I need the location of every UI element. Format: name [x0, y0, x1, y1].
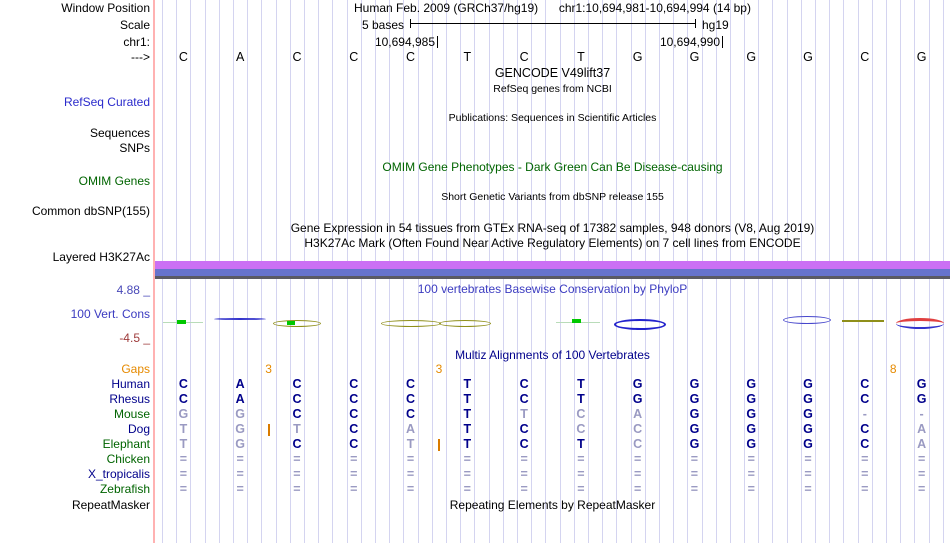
reference-base: G: [689, 50, 700, 64]
track-label-dog[interactable]: Dog: [127, 422, 150, 436]
reference-base: T: [577, 50, 585, 64]
track-label-chicken[interactable]: Chicken: [106, 452, 150, 466]
alignment-base-chicken: =: [350, 452, 358, 466]
track-label-layered-h3k27ac[interactable]: Layered H3K27Ac: [52, 250, 150, 264]
alignment-base-human: G: [632, 377, 643, 391]
track-label-snps[interactable]: SNPs: [119, 141, 150, 155]
reference-base: C: [178, 50, 188, 64]
alignment-base-dog: C: [519, 422, 529, 436]
track-title-omim[interactable]: OMIM Gene Phenotypes - Dark Green Can Be Disease-causing: [382, 160, 723, 174]
phylop-mark-green-dash: [177, 320, 186, 324]
alignment-base-dog: C: [576, 422, 586, 436]
reference-base: G: [746, 50, 757, 64]
coordinate-right: 10,694,990: [659, 35, 720, 49]
alignment-base-mouse: G: [803, 407, 813, 421]
alignment-base-x-tropicalis: =: [747, 467, 755, 481]
alignment-base-dog: T: [463, 422, 472, 436]
alignment-base-dog: G: [235, 422, 246, 436]
alignment-base-x-tropicalis: =: [804, 467, 812, 481]
alignment-base-rhesus: G: [746, 392, 757, 406]
alignment-base-elephant: A: [917, 437, 927, 451]
alignment-base-elephant: C: [519, 437, 529, 451]
coord-tick-left: [437, 36, 438, 48]
alignment-base-elephant: G: [803, 437, 813, 451]
alignment-base-zebrafish: =: [293, 482, 301, 496]
alignment-base-chicken: =: [861, 452, 869, 466]
alignment-base-human: C: [519, 377, 529, 391]
track-label-mouse[interactable]: Mouse: [113, 407, 150, 421]
alignment-base-rhesus: G: [632, 392, 643, 406]
h3k27ac-layered-bar[interactable]: [155, 261, 950, 279]
track-label-x-tropicalis[interactable]: X_tropicalis: [87, 467, 150, 481]
reference-base: C: [349, 50, 359, 64]
alignment-base-rhesus: C: [178, 392, 188, 406]
alignment-base-x-tropicalis: =: [179, 467, 188, 481]
alignment-base-chicken: =: [917, 452, 926, 466]
alignment-base-rhesus: C: [292, 392, 302, 406]
alignment-base-zebrafish: =: [577, 482, 585, 496]
reference-base: T: [463, 50, 472, 64]
scale-bases-label: 5 bases: [361, 18, 404, 32]
insertion-mark: [438, 439, 440, 451]
alignment-base-human: C: [406, 377, 416, 391]
alignment-base-rhesus: G: [916, 392, 927, 406]
alignment-base-mouse: T: [520, 407, 528, 421]
track-label-scale[interactable]: Scale: [119, 18, 150, 32]
alignment-base-dog: C: [349, 422, 359, 436]
track-label-100-vert-cons[interactable]: 100 Vert. Cons: [70, 307, 150, 321]
alignment-base-dog: A: [406, 422, 416, 436]
alignment-base-human: G: [689, 377, 700, 391]
alignment-base-chicken: =: [747, 452, 755, 466]
alignment-base-mouse: C: [349, 407, 359, 421]
alignment-base-elephant: G: [235, 437, 246, 451]
alignment-base-rhesus: A: [235, 392, 245, 406]
header-row: [155, 2, 950, 15]
track-label-common-dbsnp-155[interactable]: Common dbSNP(155): [31, 204, 150, 218]
alignment-base-mouse: G: [178, 407, 189, 421]
insertion-mark: [268, 424, 270, 436]
gap-count: 8: [889, 362, 897, 376]
h3k27ac-stripe: [155, 269, 950, 276]
alignment-base-elephant: T: [577, 437, 585, 451]
alignment-base-rhesus: C: [860, 392, 870, 406]
phylop-mark-olive-lens: [439, 320, 491, 327]
phylop-mark-olive-lens: [381, 320, 441, 327]
track-title-refseq[interactable]: RefSeq genes from NCBI: [493, 83, 612, 95]
alignment-base-chicken: =: [463, 452, 471, 466]
alignment-base-zebrafish: =: [350, 482, 358, 496]
track-title-multiz[interactable]: Multiz Alignments of 100 Vertebrates: [455, 348, 650, 362]
track-label-omim-genes[interactable]: OMIM Genes: [78, 174, 150, 188]
alignment-base-human: C: [178, 377, 188, 391]
alignment-base-mouse: G: [689, 407, 700, 421]
alignment-base-zebrafish: =: [690, 482, 699, 496]
phylop-mark-blue-lens-light: [783, 316, 831, 324]
alignment-base-chicken: =: [804, 452, 812, 466]
track-label-4-5[interactable]: -4.5 _: [119, 331, 150, 345]
alignment-base-elephant: C: [349, 437, 359, 451]
reference-base: C: [406, 50, 416, 64]
phylop-mark-blue-line: [214, 318, 266, 320]
alignment-base-human: T: [577, 377, 585, 391]
scale-bar: [410, 19, 696, 28]
alignment-base-mouse: C: [406, 407, 416, 421]
alignment-base-x-tropicalis: =: [350, 467, 358, 481]
alignment-base-mouse: G: [746, 407, 757, 421]
track-label-chr1[interactable]: chr1:: [123, 35, 150, 49]
alignment-base-dog: C: [633, 422, 643, 436]
track-title-gencode[interactable]: GENCODE V49lift37: [494, 66, 611, 80]
alignment-base-mouse: C: [292, 407, 302, 421]
alignment-base-rhesus: G: [689, 392, 700, 406]
alignment-base-human: G: [746, 377, 757, 391]
phylop-mark-olive-lens: [273, 320, 321, 327]
phylop-mark-green-dash: [287, 321, 295, 325]
alignment-base-zebrafish: =: [634, 482, 642, 496]
track-label-sequences[interactable]: Sequences: [89, 126, 150, 140]
alignment-base-dog: G: [689, 422, 700, 436]
alignment-base-mouse: A: [633, 407, 643, 421]
alignment-base-elephant: G: [689, 437, 700, 451]
track-label-zebrafish[interactable]: Zebrafish: [99, 482, 150, 496]
track-label-window-position[interactable]: Window Position: [61, 1, 150, 15]
alignment-base-elephant: C: [633, 437, 643, 451]
alignment-base-zebrafish: =: [861, 482, 869, 496]
alignment-base-zebrafish: =: [406, 482, 415, 496]
alignment-base-rhesus: T: [463, 392, 472, 406]
alignment-base-x-tropicalis: =: [520, 467, 528, 481]
alignment-base-chicken: =: [406, 452, 415, 466]
alignment-base-mouse: G: [235, 407, 246, 421]
alignment-base-chicken: =: [293, 452, 301, 466]
alignment-base-zebrafish: =: [804, 482, 812, 496]
alignment-base-zebrafish: =: [463, 482, 471, 496]
reference-base: A: [236, 50, 245, 64]
alignment-base-mouse: -: [919, 407, 924, 421]
reference-base: C: [519, 50, 529, 64]
phylop-mark-blue-lens: [614, 319, 666, 330]
alignment-base-zebrafish: =: [917, 482, 926, 496]
alignment-base-human: G: [803, 377, 813, 391]
alignment-base-elephant: C: [860, 437, 870, 451]
track-label-rhesus[interactable]: Rhesus: [109, 392, 150, 406]
alignment-base-x-tropicalis: =: [293, 467, 301, 481]
coord-tick-right: [722, 36, 723, 48]
alignment-base-human: C: [349, 377, 359, 391]
alignment-base-x-tropicalis: =: [690, 467, 699, 481]
alignment-base-chicken: =: [520, 452, 528, 466]
track-label-human[interactable]: Human: [111, 377, 150, 391]
alignment-base-x-tropicalis: =: [917, 467, 926, 481]
alignment-base-chicken: =: [179, 452, 188, 466]
alignment-base-x-tropicalis: =: [406, 467, 415, 481]
alignment-base-elephant: C: [292, 437, 302, 451]
alignment-base-human: C: [292, 377, 302, 391]
alignment-base-rhesus: C: [519, 392, 529, 406]
track-title-dbsnp[interactable]: Short Genetic Variants from dbSNP release 155: [441, 191, 664, 203]
alignment-base-x-tropicalis: =: [634, 467, 642, 481]
alignment-base-chicken: =: [236, 452, 244, 466]
alignment-base-human: G: [916, 377, 927, 391]
genome-version-label: hg19: [702, 18, 729, 32]
alignment-base-x-tropicalis: =: [236, 467, 244, 481]
alignment-base-mouse: -: [862, 407, 867, 421]
reference-base: C: [860, 50, 870, 64]
reference-base: G: [916, 50, 927, 64]
alignment-base-elephant: G: [746, 437, 757, 451]
alignment-base-chicken: =: [577, 452, 585, 466]
track-title-publications[interactable]: Publications: Sequences in Scientific Articles: [448, 112, 657, 124]
track-label-repeatmasker[interactable]: RepeatMasker: [71, 498, 150, 512]
assembly-title: Human Feb. 2009 (GRCh37/hg19): [354, 1, 539, 15]
alignment-base-dog: G: [746, 422, 757, 436]
alignment-base-zebrafish: =: [179, 482, 188, 496]
alignment-base-dog: G: [803, 422, 813, 436]
alignment-base-human: A: [235, 377, 245, 391]
alignment-base-rhesus: C: [406, 392, 416, 406]
phylop-mark-red-blue-lens: [896, 318, 944, 329]
track-label-[interactable]: --->: [131, 50, 150, 64]
track-label-4-88[interactable]: 4.88 _: [116, 283, 150, 297]
alignment-base-human: T: [463, 377, 472, 391]
track-label-gaps[interactable]: Gaps: [121, 362, 150, 376]
alignment-base-elephant: T: [463, 437, 472, 451]
alignment-base-mouse: C: [576, 407, 586, 421]
alignment-base-rhesus: G: [803, 392, 813, 406]
track-title-h3k27ac[interactable]: H3K27Ac Mark (Often Found Near Active Regulatory Elements) on 7 cell lines from ENCODE: [304, 236, 801, 250]
track-title-gtex[interactable]: Gene Expression in 54 tissues from GTEx RNA-seq of 17382 samples, 948 donors (V8, Aug 2019): [290, 221, 815, 235]
reference-base: G: [632, 50, 643, 64]
h3k27ac-stripe: [155, 261, 950, 269]
phylop-mark-green-dash: [572, 319, 581, 323]
alignment-base-dog: T: [293, 422, 301, 436]
alignment-base-x-tropicalis: =: [463, 467, 471, 481]
h3k27ac-stripe: [155, 276, 950, 279]
alignment-base-dog: A: [917, 422, 927, 436]
alignment-base-elephant: T: [406, 437, 415, 451]
alignment-base-dog: C: [860, 422, 870, 436]
alignment-base-mouse: T: [463, 407, 472, 421]
track-label-elephant[interactable]: Elephant: [102, 437, 150, 451]
alignment-base-chicken: =: [690, 452, 699, 466]
alignment-base-chicken: =: [634, 452, 642, 466]
gap-count: 3: [265, 362, 272, 376]
track-label-refseq-curated[interactable]: RefSeq Curated: [63, 95, 150, 109]
alignment-base-zebrafish: =: [520, 482, 528, 496]
alignment-base-rhesus: C: [349, 392, 359, 406]
alignment-base-elephant: T: [179, 437, 188, 451]
track-title-phylop[interactable]: 100 vertebrates Basewise Conservation by PhyloP: [417, 282, 688, 296]
track-title-repeatmasker[interactable]: Repeating Elements by RepeatMasker: [449, 498, 656, 512]
alignment-base-zebrafish: =: [236, 482, 244, 496]
gap-count: 3: [435, 362, 443, 376]
alignment-base-human: C: [860, 377, 870, 391]
alignment-base-x-tropicalis: =: [577, 467, 585, 481]
reference-base: C: [292, 50, 302, 64]
alignment-base-rhesus: T: [577, 392, 585, 406]
alignment-base-x-tropicalis: =: [861, 467, 869, 481]
reference-base: G: [803, 50, 813, 64]
alignment-base-zebrafish: =: [747, 482, 755, 496]
alignment-base-dog: T: [179, 422, 188, 436]
position-title: chr1:10,694,981-10,694,994 (14 bp): [558, 1, 751, 15]
coordinate-left: 10,694,985: [374, 35, 435, 49]
phylop-mark-olive-line: [842, 320, 884, 322]
